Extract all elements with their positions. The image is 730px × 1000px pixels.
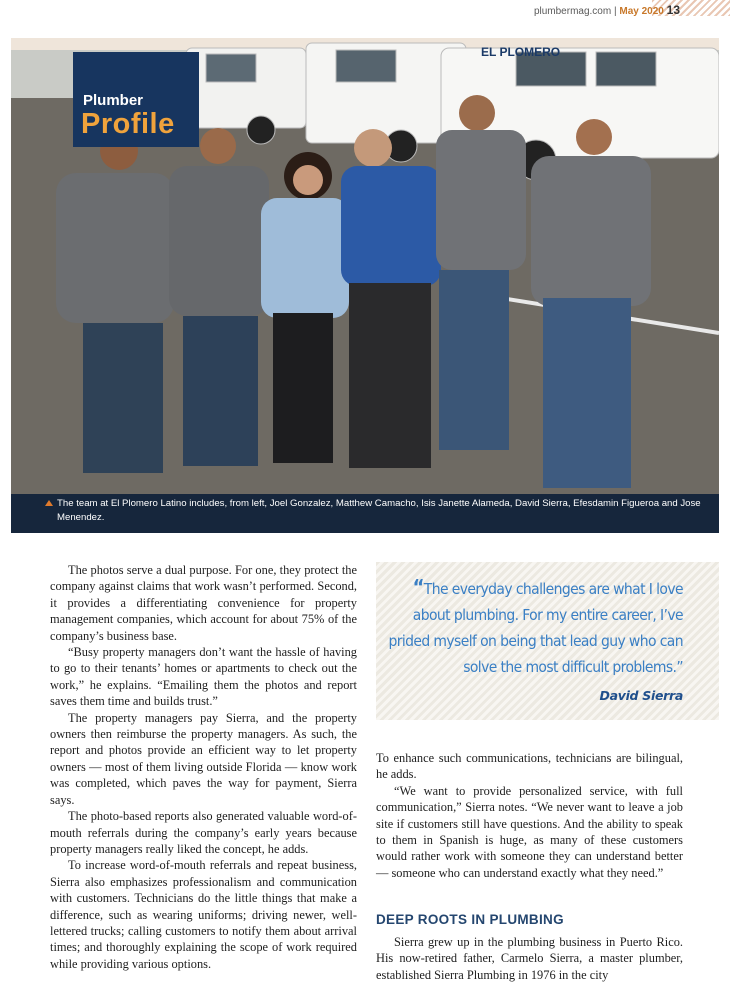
body-column-right [376, 750, 683, 881]
pull-quote [376, 562, 719, 720]
paragraph: Sierra grew up in the plumbing business in Puerto Rico. His now-retired father, Carmelo Sierra, a master plumber, established Sierra Plumbing in 1976 in the city [376, 935, 683, 982]
person-2 [169, 128, 269, 466]
running-head-text [534, 3, 680, 17]
pull-quote-text: The everyday challenges are what I love about plumbing. For my entire career, I’ve prided myself on being that lead guy who can solve the most difficult problems.” [388, 580, 683, 676]
photo-caption [11, 494, 719, 533]
body-column-left [50, 562, 357, 972]
paragraph: The photos serve a dual purpose. For one, they protect the company against claims that work wasn’t performed. Second, it provides a differentiating convenience for property management companies, which account for about 75% of the company’s business base. [50, 563, 357, 643]
caption-triangle-icon [45, 500, 53, 506]
person-4 [341, 129, 441, 468]
caption-text: The team at El Plomero Latino includes, from left, Joel Gonzalez, Matthew Camacho, Isis Janette Alameda, David Sierra, Efesdamin Figueroa and Jose Menendez. [57, 498, 701, 523]
site-name: plumbermag.com [533, 6, 612, 17]
team-photo [11, 38, 719, 533]
section-heading: DEEP ROOTS IN PLUMBING [376, 912, 564, 927]
page-number: 13 [666, 3, 680, 17]
paragraph: “Busy property managers don’t want the hassle of having to go to their tenants’ homes or apartments to check out the work,” he explains. “Emailing them the photos and report saves them time and builds trust.” [50, 645, 357, 709]
badge-line-1: Plumber [83, 92, 144, 109]
paragraph: The photo-based reports also generated valuable word-of-mouth referrals during the company’s early years because property managers really liked the concept, he adds. [50, 809, 357, 856]
paragraph: To increase word-of-mouth referrals and repeat business, Sierra also emphasizes professionalism and communication with customers. Technicians do the little things that make a difference, such as wearing uniforms; driving newer, well-lettered trucks; calling customers to notify them about arrival times; and thoroughly explaining the scope of work required while providing various options. [50, 858, 357, 971]
pull-quote-attribution: David Sierra [599, 688, 683, 703]
paragraph: The property managers pay Sierra, and the property owners then reimburse the property managers. As such, the report and photos provide an efficient way to let property owners — most of them living outside Florida — know work was completed, which paves the way for payment, Sierra says. [50, 710, 357, 807]
badge-line-2: Profile [81, 108, 175, 140]
body-column-right-continued [376, 934, 683, 983]
quote-mark-icon: “ [412, 575, 424, 599]
paragraph: “We want to provide personalized service, with full communication,” Sierra notes. “We never want to leave a job site if customers still have questions. And the ability to speak to them in Spanish is huge, as many of these customers would rather work with someone they can understand better — someone who can understand exactly what they need.” [376, 783, 683, 880]
running-header [0, 0, 730, 18]
issue-date: May 2020 [619, 6, 664, 17]
paragraph: To enhance such communications, technicians are bilingual, he adds. [376, 751, 683, 782]
header-separator: | [613, 6, 617, 17]
truck-lettering: EL PLOMERO [481, 45, 561, 59]
pull-quote-text-block [383, 574, 683, 680]
plumber-profile-badge [73, 52, 199, 147]
